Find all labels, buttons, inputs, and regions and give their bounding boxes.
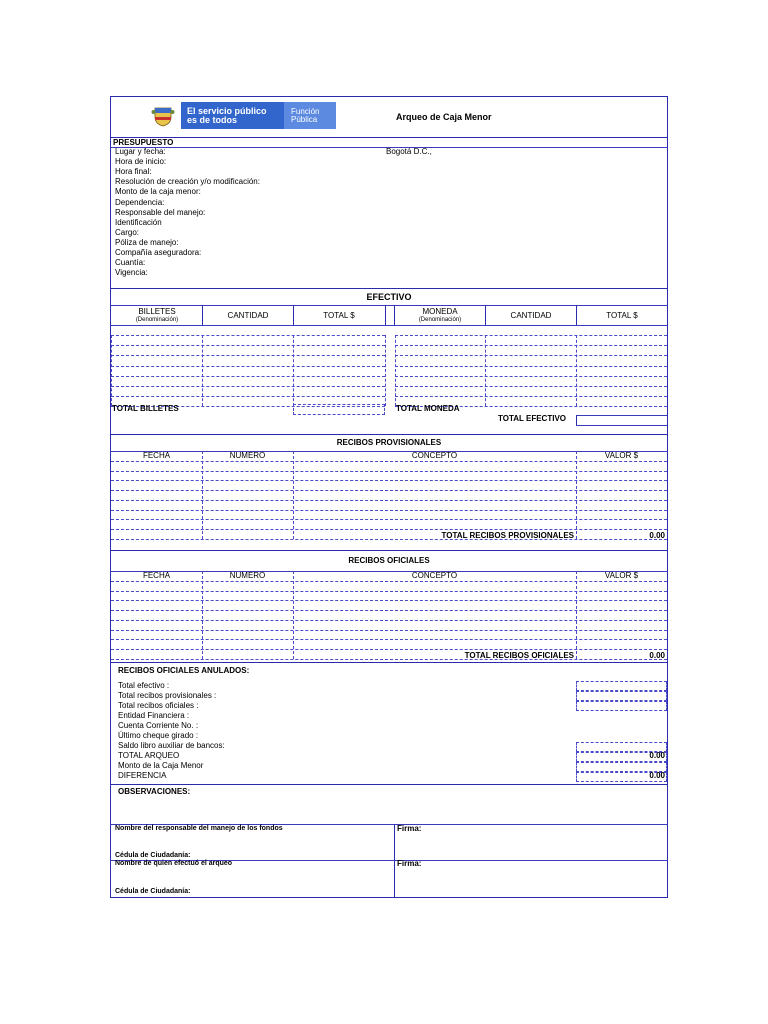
of-col-valor: VALOR $ — [604, 571, 639, 580]
of-col-fecha: FECHA — [142, 571, 171, 580]
grid-line — [385, 335, 386, 406]
moneda-header: MONEDA — [422, 307, 458, 316]
grid-line — [111, 461, 667, 462]
grid-line — [111, 335, 385, 336]
total-header-1: TOTAL $ — [323, 311, 355, 320]
presupuesto-field: Identificación — [115, 217, 162, 227]
total-billetes-box[interactable] — [293, 404, 385, 415]
page-title: Arqueo de Caja Menor — [396, 112, 492, 122]
cantidad-header-1: CANTIDAD — [227, 311, 269, 320]
logo-funcion-publica: Función Pública — [284, 102, 336, 129]
grid-line — [202, 451, 203, 539]
firma-1-label: Firma: — [397, 824, 422, 833]
firma-2-label: Firma: — [397, 859, 422, 868]
grid-line — [111, 581, 667, 582]
grid-line — [111, 345, 385, 346]
presupuesto-field: Hora final: — [115, 167, 152, 177]
grid-line — [111, 610, 667, 611]
grid-line — [395, 386, 667, 387]
grid-line — [111, 529, 667, 530]
observaciones-label: OBSERVACIONES: — [118, 787, 191, 796]
prov-col-fecha: FECHA — [142, 451, 171, 460]
resumen-line: Monto de la Caja Menor — [118, 761, 204, 770]
oficiales-heading: RECIBOS OFICIALES — [348, 556, 430, 565]
presupuesto-field: Vigencia: — [115, 268, 148, 278]
quien-label: Nombre de quien efectuó el arqueo — [115, 860, 233, 867]
resumen-line: Total recibos oficiales : — [118, 701, 199, 710]
grid-line — [111, 480, 667, 481]
grid-line — [293, 335, 294, 406]
grid-line — [111, 471, 667, 472]
total-moneda-label: TOTAL MONEDA — [396, 404, 460, 413]
of-col-concepto: CONCEPTO — [411, 571, 458, 580]
grid-line — [395, 396, 667, 397]
grid-line — [111, 639, 667, 640]
resumen-line: Último cheque girado : — [118, 731, 199, 740]
presupuesto-field: Resolución de creación y/o modificación: — [115, 177, 260, 187]
total-billetes-label: TOTAL BILLETES — [112, 404, 179, 413]
grid-line — [111, 519, 667, 520]
lugar-value: Bogotá D.C., — [386, 147, 432, 156]
provisionales-heading: RECIBOS PROVISIONALES — [336, 438, 442, 447]
resumen-line: TOTAL ARQUEO — [118, 751, 180, 760]
logo — [145, 102, 336, 129]
total-provisionales-value: 0.00 — [649, 531, 665, 540]
total-oficiales-box[interactable] — [576, 701, 667, 711]
resumen-line: Total recibos provisionales : — [118, 691, 217, 700]
grid-line — [576, 451, 577, 539]
prov-col-concepto: CONCEPTO — [411, 451, 458, 460]
grid-line — [293, 451, 294, 539]
grid-line — [111, 396, 385, 397]
cedula-1-label: Cédula de Ciudadanía: — [115, 852, 191, 859]
grid-line — [395, 376, 667, 377]
grid-line — [111, 510, 667, 511]
presupuesto-field: Compañía aseguradora: — [115, 248, 202, 257]
grid-line — [111, 355, 385, 356]
grid-line — [111, 500, 667, 501]
diferencia-value: 0.00 — [649, 771, 665, 780]
presupuesto-field: Hora de inicio: — [115, 157, 167, 167]
total-oficiales-label: TOTAL RECIBOS OFICIALES — [464, 651, 574, 660]
presupuesto-heading: PRESUPUESTO — [113, 138, 174, 147]
total-efectivo-label: TOTAL EFECTIVO — [498, 414, 567, 423]
grid-line — [111, 376, 385, 377]
grid-line — [202, 335, 203, 406]
presupuesto-field: Dependencia: — [115, 197, 165, 207]
total-arqueo-value: 0.00 — [649, 751, 665, 760]
presupuesto-field: Póliza de manejo: — [115, 237, 179, 247]
anulados-heading: RECIBOS OFICIALES ANULADOS: — [118, 666, 250, 675]
presupuesto-field: Monto de la caja menor: — [115, 187, 201, 197]
grid-line — [111, 620, 667, 621]
prov-col-valor: VALOR $ — [604, 451, 639, 460]
grid-line — [111, 366, 385, 367]
grid-line — [485, 335, 486, 406]
grid-line — [395, 355, 667, 356]
grid-line — [111, 600, 667, 601]
presupuesto-field: Cargo: — [115, 227, 140, 237]
logo-text: El servicio público es de todos — [181, 102, 284, 129]
presupuesto-field: Cuantía: — [115, 258, 146, 268]
resumen-line: DIFERENCIA — [118, 771, 167, 780]
billetes-denominacion: (Denominación) — [135, 317, 179, 323]
moneda-denominacion: (Denominación) — [418, 317, 462, 323]
prov-col-numero: NUMERO — [229, 451, 266, 460]
efectivo-heading: EFECTIVO — [366, 292, 412, 302]
grid-line — [395, 345, 667, 346]
presupuesto-field: Responsable del manejo: — [115, 207, 206, 217]
total-provisionales-label: TOTAL RECIBOS PROVISIONALES — [441, 531, 574, 540]
resumen-line: Saldo libro auxiliar de bancos: — [118, 741, 225, 750]
of-col-numero: NUMERO — [229, 571, 266, 580]
resumen-line: Total efectivo : — [118, 681, 170, 690]
cedula-2-label: Cédula de Ciudadanía: — [115, 888, 191, 895]
resumen-line: Cuenta Corriente No. : — [118, 721, 199, 730]
presupuesto-field: Lugar y fecha: — [115, 147, 166, 156]
grid-line — [202, 571, 203, 659]
grid-line — [576, 335, 577, 406]
grid-line — [111, 591, 667, 592]
total-provisionales-box[interactable] — [576, 691, 667, 701]
responsable-label: Nombre del responsable del manejo de los fondos — [115, 825, 283, 832]
billetes-header: BILLETES — [138, 307, 176, 316]
total-header-2: TOTAL $ — [606, 311, 638, 320]
grid-line — [576, 571, 577, 659]
grid-line — [111, 490, 667, 491]
grid-line — [395, 366, 667, 367]
total-oficiales-value: 0.00 — [649, 651, 665, 660]
grid-line — [395, 335, 396, 406]
grid-line — [111, 649, 667, 650]
grid-line — [111, 386, 385, 387]
total-efectivo-box[interactable] — [576, 681, 667, 691]
coat-of-arms-icon — [145, 102, 181, 129]
grid-line — [395, 335, 667, 336]
resumen-line: Entidad Financiera : — [118, 711, 190, 720]
grid-line — [293, 571, 294, 659]
grid-line — [111, 335, 112, 406]
cantidad-header-2: CANTIDAD — [510, 311, 552, 320]
grid-line — [111, 630, 667, 631]
